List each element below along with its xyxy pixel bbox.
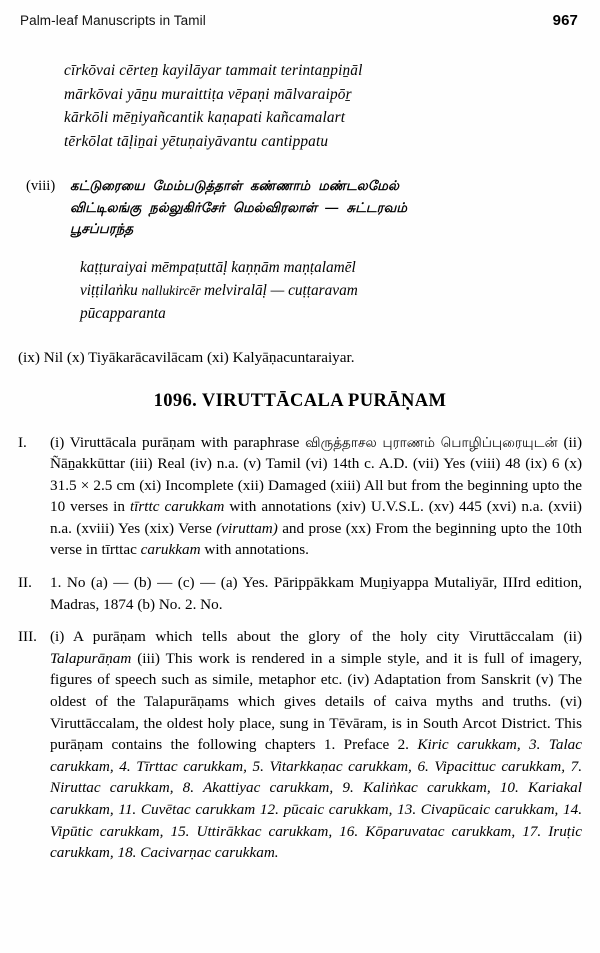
translit-part-b: nallukircēr: [141, 282, 204, 298]
section-III-text-1: (i) A purāṇam which tells about the glory of the holy city Viruttāccalam (ii): [50, 628, 582, 646]
section-II-body: [50, 572, 582, 615]
section-II-text: 1. No (a) — (b) — (c) — (a) Yes. Pārippākkam Muṉiyappa Mutaliyār, IIIrd edition, Madras, 1874 (b) No. 2. No.: [50, 574, 582, 613]
translit-part-c: melviralāḷ — cuṭṭaravam: [203, 281, 358, 299]
section-III-numeral: III.: [18, 628, 37, 646]
section-I-tamil-1: விருத்தாசல புராணம்: [305, 434, 436, 450]
tamil-line: கட்டுரையை மேம்படுத்தாள் கண்ணாம் மண்டலமேல்: [70, 178, 400, 193]
running-head: [18, 12, 582, 29]
verse-transliteration-top: [18, 59, 582, 153]
section-I-italic-1: tīrttc carukkam: [129, 498, 225, 516]
item-viii-marker: (viii): [26, 178, 56, 194]
tamil-line: பூசப்பரந்த: [70, 221, 134, 236]
section-II-numeral: II.: [18, 574, 32, 592]
verse-line: kārkōli mēṉiyañcantik kaṇapati kañcamalart: [64, 109, 346, 126]
section-I-numeral: I.: [18, 433, 27, 451]
items-ix-to-xi: (ix) Nil (x) Tiyākarācavilācam (xi) Kalyāṇacuntaraiyar.: [18, 348, 355, 366]
section-I-italic-2: (viruttam): [216, 519, 278, 537]
section-I-text-3: with annotations (xiv) U.V.S.L. (xv) 445 (xvi) n.a. (xvii) n.a. (xviii) Yes (xix) Verse: [50, 498, 582, 537]
translit-part-a: viṭṭilaṅku: [80, 281, 142, 299]
section-I: [18, 432, 582, 562]
section-III-italic-1: Talapurāṇam: [50, 649, 132, 667]
section-III-chapter-list: Kiric carukkam, 3. Talac carukkam, 4. Tīrttac carukkam, 5. Vitarkkaṇac carukkam, 6. Vipacittuc carukkam, 7. Niruttac carukkam, 8. Akattiyac carukkam, 9. Kaliṅkac carukkam, 10. Kariakal carukkam, 11. Cuvētac carukkam 12. pūcaic carukkam, 13. Civapūcaic carukkam, 14. Vipūtic carukkam, 15. Uttirākkac carukkam, 16. Kōparuvatac carukkam, 17. Iruṭic carukkam, 18. Cacivarṇac carukkam.: [50, 736, 583, 862]
section-I-text-1: (i) Viruttācala purāṇam with paraphrase: [50, 433, 306, 451]
translit-line: [80, 279, 582, 302]
section-I-tamil-2: பொழிப்புரையுடன்: [440, 434, 558, 450]
verse-line: mārkōvai yāṉu muraittiṭa vēpaṇi mālvaraipōṟ: [64, 85, 352, 103]
section-III-text-2: (iii) This work is rendered in a simple style, and it is full of imagery, figures of speech such as simile, metaphor etc. (iv) Adaptation from Sanskrit (v) The oldest of the Talapurāṇams which gives details of caiva myths and truths. (vi) Viruttāccalam, the oldest holy place, sung in Tēvāram, is in South Arcot District. This purāṇam contains the following chapters 1. Preface 2.: [50, 649, 582, 754]
verse-line: cīrkōvai cērteṉ kayilāyar tammait terintaṉpiṉāl: [64, 62, 363, 79]
section-I-text-5: with annotations.: [200, 541, 309, 559]
page-number: 967: [552, 12, 578, 29]
section-III: [18, 626, 582, 864]
item-viii-tamil-lines: [64, 175, 582, 240]
translit-line: kaṭṭuraiyai mēmpaṭuttāḷ kaṇṇām maṇṭalamēl: [80, 258, 356, 276]
verse-line: tērkōlat tāḷiṉai yētuṇaiyāvantu cantippatu: [64, 132, 329, 150]
section-I-text-4: and prose (xx) From the beginning upto the 10th verse in tīrttac: [50, 519, 582, 559]
tamil-line: விட்டிலங்கு நல்லுகிர்சேர் மெல்விரலாள் — சுட்டரவம்: [70, 199, 408, 215]
translit-line: pūcapparanta: [80, 304, 166, 322]
item-viii: [18, 175, 582, 240]
section-III-body: [50, 626, 582, 864]
section-I-italic-3: carukkam: [140, 541, 201, 559]
running-head-title: Palm-leaf Manuscripts in Tamil: [20, 13, 206, 28]
item-viii-transliteration: [18, 256, 582, 325]
section-I-body: [50, 432, 582, 562]
section-heading: 1096. VIRUTTĀCALA PURĀṆAM: [153, 390, 447, 411]
section-II: [18, 572, 582, 615]
section-I-text-2: (ii) Ñāṉakkūttar (iii) Real (iv) n.a. (v) Tamil (vi) 14th c. A.D. (vii) Yes (viii) 48 (ix) 6 (x) 31.5 × 2.5 cm (xi) Incomplete (xii) Damaged (xiii) All but from the beginning upto the 10 verses in: [50, 433, 582, 516]
